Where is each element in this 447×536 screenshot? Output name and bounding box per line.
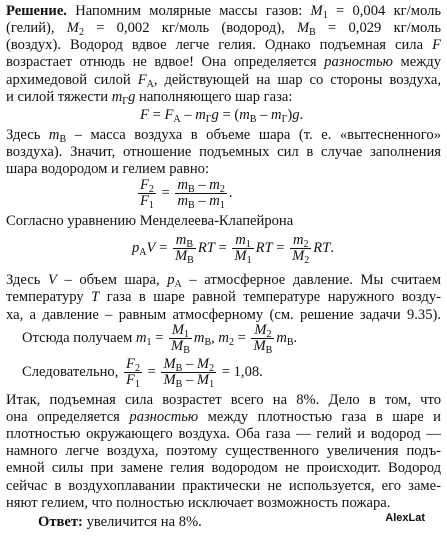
text: = 0,002 кг/моль (водород), — [83, 20, 297, 37]
line-10 — [6, 213, 441, 230]
text: Здесь — [6, 272, 48, 289]
text: температуру — [6, 289, 92, 306]
line-9 — [6, 161, 441, 178]
text: = 0,029 кг/моль — [315, 20, 441, 37]
result-value: = 1,08. — [218, 364, 263, 381]
text: – масса воздуха в объеме шара (т. е. «вытесненного» — [66, 127, 441, 143]
line-8 — [6, 144, 441, 161]
line-2: (гелий), $M_2 = 0,002$ кг/моль (водород), $M_В = 0,029$ кг/моль — [6, 20, 441, 38]
emphasis: разностью — [324, 54, 393, 71]
text: между — [392, 54, 441, 71]
line-6: и силой тяжести $m_Гg$ наполняющего шар газа: — [6, 88, 293, 106]
equation-1: $F = F_A - m_Гg = (m_В - m_Г)g$. — [140, 107, 304, 125]
answer-line — [38, 514, 202, 531]
answer-label: Ответ: — [38, 514, 83, 530]
text: = 0,004 кг/моль — [327, 2, 441, 19]
text: плотностью окружающего воздуха. Оба газа — гелий и водород — — [6, 425, 441, 442]
text: (гелий), — [6, 20, 67, 37]
line-11: Здесь V – объем шара, $p_A$ – атмосферное давление. Мы считаем — [6, 272, 441, 290]
line-15: Следовательно, $\frac{F_2}{F_1}$ = $\frac{M_В - M_2}{M_В - M_1}$ = 1,08. — [22, 356, 263, 391]
text: Итак, подъемная сила возрастет всего на 8%. Дело в том, что — [6, 391, 441, 408]
text: ха, а давление – равным атмосферному (см. решение задачи 9.35). — [6, 306, 441, 323]
text: и силой тяжести — [6, 88, 112, 105]
equation-2: $\frac{F_2}{F_1}$ = $\frac{m_В - m_2}{m_В - m_1}$ . — [140, 176, 233, 211]
answer-text: увеличится на 8%. — [82, 514, 202, 530]
line-3: (воздух). Водород вдвое легче гелия. Однако подъемная сила F — [6, 37, 441, 54]
line-1: Решение. Напомним молярные массы газов: $M_1 = 0,004$ кг/моль — [6, 2, 441, 20]
text: Согласно уравнению Менделеева-Клапейрона — [6, 213, 294, 229]
signature: AlexLat — [385, 512, 425, 524]
text: возрастает отнюдь не вдвое! Она определяется — [6, 54, 325, 71]
line-16 — [6, 392, 441, 409]
text: воздуха). Значит, отношение подъемных сил в случае заполнения — [6, 144, 441, 161]
text: Отсюда получаем — [22, 329, 136, 346]
text: архимедовой силой — [6, 71, 138, 88]
line-5: архимедовой силой $F_A$, действующей на шар со стороны воздуха, — [6, 71, 441, 89]
emphasis: разностью — [129, 408, 199, 425]
text: Следовательно, — [22, 364, 123, 381]
line-22 — [6, 495, 390, 512]
equation-3: $p_AV$ = $\frac{m_В}{M_В}$ RT = $\frac{m_1}{M_1}$ RT = $\frac{m_2}{M_2}$ RT. — [132, 232, 334, 266]
text: – атмосферное давление. Мы считаем — [181, 272, 441, 289]
text: Напомним молярные массы газов: — [75, 2, 311, 19]
line-14: Отсюда получаем $m_1$ = $\frac{M_1}{M_В}$ $m_В$, $m_2$ = $\frac{M_2}{M_В}$ $m_В$. — [22, 321, 298, 356]
text: – объем шара, — [56, 272, 168, 289]
line-12: температуру T газа в шаре равной температуре наружного возду- — [6, 289, 441, 306]
text: наполняющего шар газа: — [135, 88, 293, 105]
text: емной силы при замене гелия водородом не происходит. Водород — [6, 460, 441, 477]
line-21 — [6, 478, 441, 495]
line-19 — [6, 443, 441, 460]
line-13 — [6, 307, 441, 324]
text: няют гелием, что полностью исключает возможность пожара. — [6, 494, 391, 511]
text: , действующей на шар со стороны воздуха, — [153, 71, 441, 88]
line-4 — [6, 54, 441, 71]
text: газа в шаре равной температуре наружного возду- — [99, 289, 441, 306]
text: она определяется — [6, 408, 130, 425]
text: (воздух). Водород вдвое легче гелия. Однако подъемная сила — [6, 37, 433, 54]
line-20 — [6, 460, 441, 477]
text: шара водородом и гелием равно: — [6, 161, 210, 178]
text: между плотностью газа в шаре и — [198, 408, 441, 425]
solution-label: Решение. — [6, 2, 67, 19]
line-18 — [6, 426, 441, 443]
text: Здесь — [6, 127, 49, 143]
text: намного легче воздуха, поэтому существенного увеличения подъ- — [6, 443, 441, 460]
line-7: Здесь $m_В$ – масса воздуха в объеме шара (т. е. «вытесненного» — [6, 127, 441, 144]
text: сейчас в воздухоплавании практически не используется, его заме- — [6, 477, 441, 494]
line-17 — [6, 409, 441, 426]
